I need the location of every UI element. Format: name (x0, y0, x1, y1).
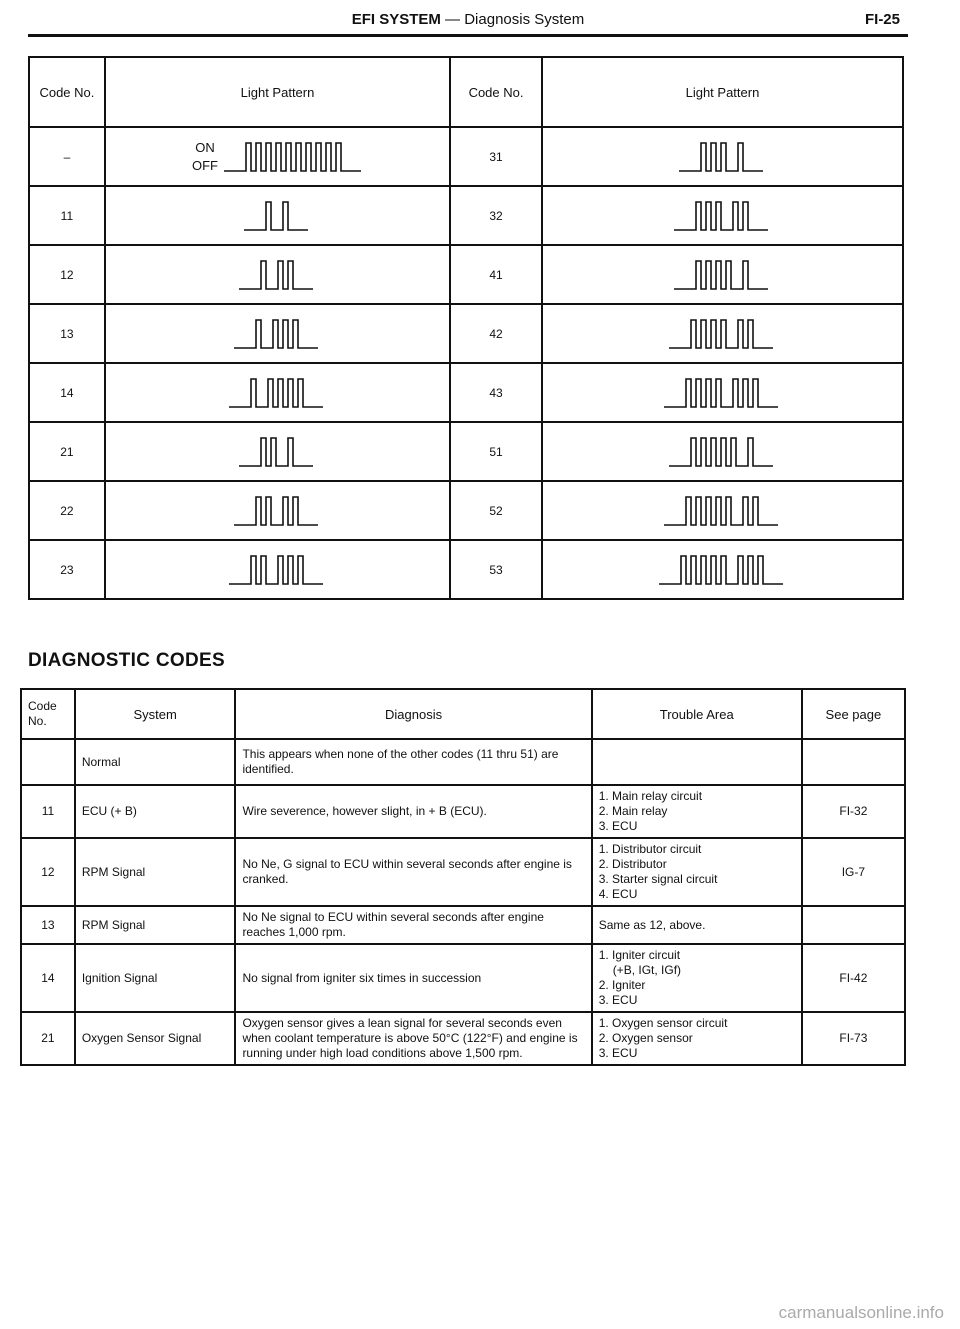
list-item: 1. Oxygen sensor circuit (598, 1016, 728, 1030)
table-row (29, 540, 903, 599)
code-number-cell (21, 739, 75, 785)
light-pattern-waveform (669, 314, 775, 354)
list-item: (+B, IGt, IGf) (612, 963, 682, 977)
column-header: Trouble Area (592, 689, 802, 739)
list-item: 3. ECU (598, 819, 638, 833)
light-pattern-cell (105, 304, 450, 363)
code-number-cell: 42 (450, 304, 542, 363)
list-item: 2. Distributor (598, 857, 667, 871)
light-pattern (106, 196, 449, 236)
light-pattern (543, 373, 902, 413)
light-pattern-waveform (669, 432, 775, 472)
light-pattern-cell (105, 540, 450, 599)
diagnostic-codes-table (20, 688, 906, 1066)
code-number-cell: 52 (450, 481, 542, 540)
table-row (29, 481, 903, 540)
light-pattern (106, 314, 449, 354)
system-cell: RPM Signal (75, 906, 236, 944)
system-cell: RPM Signal (75, 838, 236, 906)
light-pattern (106, 255, 449, 295)
see-page-cell (802, 739, 905, 785)
trouble-area-list (599, 1016, 795, 1061)
light-pattern-waveform (224, 137, 363, 177)
trouble-area-cell (592, 906, 802, 944)
code-number-cell: 21 (29, 422, 105, 481)
code-number-cell: 41 (450, 245, 542, 304)
trouble-area-cell (592, 1012, 802, 1065)
table-row (21, 1012, 905, 1065)
table-row (29, 304, 903, 363)
table-row (21, 906, 905, 944)
light-pattern-cell (542, 422, 903, 481)
light-pattern (543, 432, 902, 472)
code-number-cell: 13 (21, 906, 75, 944)
diagnosis-cell: No signal from igniter six times in succession (235, 944, 591, 1012)
light-pattern-waveform (659, 550, 785, 590)
system-cell: Ignition Signal (75, 944, 236, 1012)
table-row (29, 245, 903, 304)
list-item: 1. Igniter circuit (598, 948, 681, 962)
code-number-cell: 53 (450, 540, 542, 599)
table-row (29, 186, 903, 245)
light-pattern-waveform (674, 255, 770, 295)
light-pattern-cell (542, 363, 903, 422)
code-number-cell: 14 (21, 944, 75, 1012)
table-row (21, 739, 905, 785)
table-row (21, 838, 905, 906)
page-number: FI-25 (864, 11, 900, 28)
code-number-cell: 14 (29, 363, 105, 422)
code-number-cell: 12 (21, 838, 75, 906)
code-number-cell: 43 (450, 363, 542, 422)
light-pattern (543, 137, 902, 177)
see-page-cell (802, 906, 905, 944)
code-number-cell: 12 (29, 245, 105, 304)
light-pattern (543, 314, 902, 354)
trouble-area-cell (592, 838, 802, 906)
column-header: Code No. (21, 689, 75, 739)
light-pattern-cell (542, 481, 903, 540)
column-header: Code No. (450, 57, 542, 127)
list-item: 2. Oxygen sensor (598, 1031, 693, 1045)
light-pattern-table (28, 56, 904, 600)
code-number-cell: 13 (29, 304, 105, 363)
diagnosis-cell: Wire severence, however slight, in + B (ECU). (235, 785, 591, 838)
trouble-area-list (599, 789, 795, 834)
off-label: OFF (191, 157, 218, 173)
column-header: Light Pattern (105, 57, 450, 127)
table-row (21, 944, 905, 1012)
list-item: 2. Igniter (598, 978, 646, 992)
diagnosis-cell: Oxygen sensor gives a lean signal for several seconds even when coolant temperature is above 50°C (122°F) and engine is running under high load conditions above 1,500 rpm. (235, 1012, 591, 1065)
code-number-cell: – (29, 127, 105, 186)
light-pattern-cell (105, 127, 450, 186)
trouble-area-list (599, 948, 795, 1008)
see-page-cell: FI-32 (802, 785, 905, 838)
light-pattern (543, 491, 902, 531)
page-header (28, 8, 908, 37)
system-cell: Oxygen Sensor Signal (75, 1012, 236, 1065)
light-pattern-waveform (239, 255, 315, 295)
light-pattern-waveform (679, 137, 765, 177)
light-pattern-cell (542, 186, 903, 245)
light-pattern (543, 255, 902, 295)
see-page-cell: FI-73 (802, 1012, 905, 1065)
light-pattern (543, 550, 902, 590)
column-header: Code No. (29, 57, 105, 127)
light-pattern-waveform (229, 550, 325, 590)
code-number-cell: 11 (29, 186, 105, 245)
column-header: System (75, 689, 236, 739)
light-pattern-cell (542, 245, 903, 304)
section-title: DIAGNOSTIC CODES (28, 650, 225, 671)
see-page-cell: FI-42 (802, 944, 905, 1012)
column-header: Diagnosis (235, 689, 591, 739)
column-header: See page (802, 689, 905, 739)
light-pattern-cell (105, 422, 450, 481)
diagnosis-cell: This appears when none of the other codes (11 thru 51) are identified. (235, 739, 591, 785)
table-row (29, 127, 903, 186)
list-item: 3. ECU (598, 1046, 638, 1060)
code-number-cell: 11 (21, 785, 75, 838)
see-page-cell: IG-7 (802, 838, 905, 906)
light-pattern (106, 491, 449, 531)
table-header-row (29, 57, 903, 127)
list-item: 3. ECU (598, 993, 638, 1007)
light-pattern (106, 432, 449, 472)
light-pattern-cell (542, 304, 903, 363)
light-pattern-cell (105, 186, 450, 245)
list-item: 1. Main relay circuit (598, 789, 703, 803)
trouble-area-cell (592, 785, 802, 838)
table-row (21, 785, 905, 838)
system-cell: ECU (+ B) (75, 785, 236, 838)
system-cell: Normal (75, 739, 236, 785)
page-title: EFI SYSTEM — Diagnosis System (351, 11, 585, 28)
light-pattern (543, 196, 902, 236)
diagnosis-cell: No Ne, G signal to ECU within several seconds after engine is cranked. (235, 838, 591, 906)
on-label: ON (195, 139, 215, 155)
code-number-cell: 22 (29, 481, 105, 540)
light-pattern-cell (542, 540, 903, 599)
light-pattern-waveform (674, 196, 770, 236)
on-off-labels (192, 139, 218, 175)
list-item: 2. Main relay (598, 804, 668, 818)
light-pattern-waveform (229, 373, 325, 413)
trouble-area-list (599, 918, 795, 933)
light-pattern-waveform (664, 491, 780, 531)
light-pattern-cell (105, 245, 450, 304)
list-item: 3. Starter signal circuit (598, 872, 718, 886)
light-pattern-cell (105, 363, 450, 422)
list-item: Same as 12, above. (598, 917, 706, 932)
light-pattern-waveform (234, 491, 320, 531)
code-number-cell: 23 (29, 540, 105, 599)
code-number-cell: 32 (450, 186, 542, 245)
trouble-area-cell (592, 944, 802, 1012)
light-pattern (106, 373, 449, 413)
light-pattern-waveform (244, 196, 310, 236)
table-header-row (21, 689, 905, 739)
light-pattern-waveform (234, 314, 320, 354)
light-pattern-cell (105, 481, 450, 540)
list-item: 4. ECU (598, 887, 638, 901)
code-number-cell: 31 (450, 127, 542, 186)
column-header: Light Pattern (542, 57, 903, 127)
diagnosis-cell: No Ne signal to ECU within several seconds after engine reaches 1,000 rpm. (235, 906, 591, 944)
light-pattern-waveform (239, 432, 315, 472)
light-pattern (106, 137, 449, 177)
trouble-area-list (599, 842, 795, 902)
light-pattern-cell (542, 127, 903, 186)
code-number-cell: 51 (450, 422, 542, 481)
trouble-area-cell (592, 739, 802, 785)
table-row (29, 363, 903, 422)
watermark: carmanualsonline.info (778, 1303, 944, 1322)
light-pattern (106, 550, 449, 590)
code-number-cell: 21 (21, 1012, 75, 1065)
list-item: 1. Distributor circuit (598, 842, 702, 856)
table-row (29, 422, 903, 481)
light-pattern-waveform (664, 373, 780, 413)
